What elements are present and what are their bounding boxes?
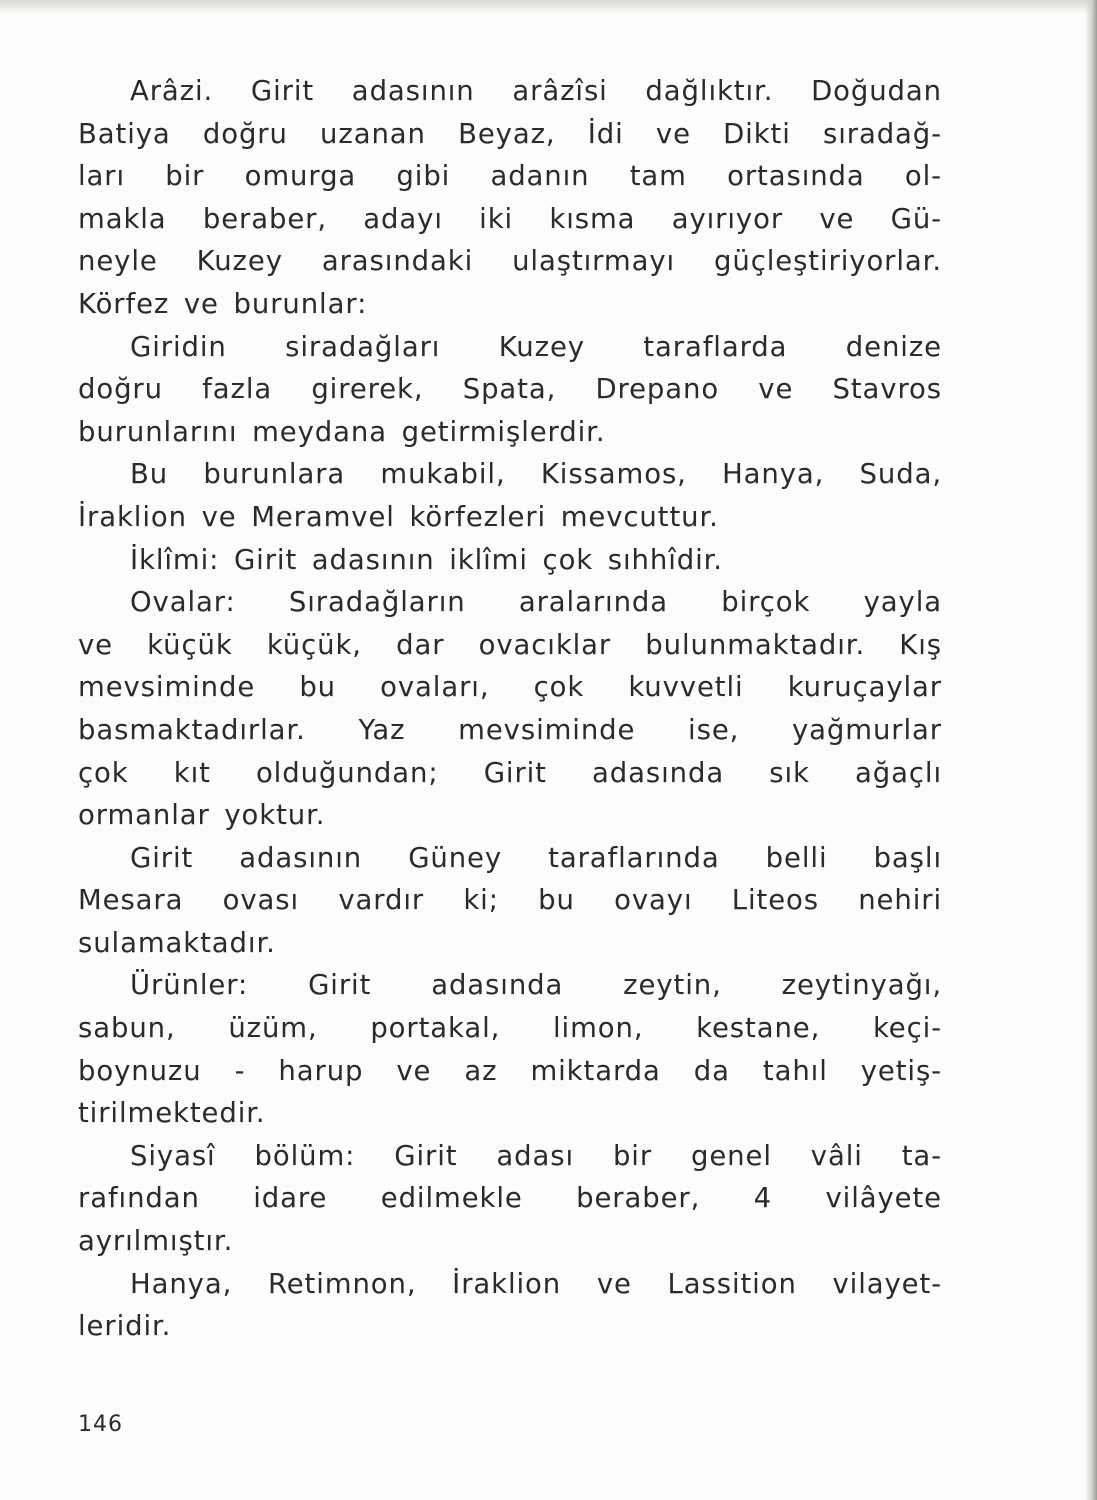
text-line: Arâzi. Girit adasının arâzîsi dağlıktır. Doğudan bbox=[130, 75, 942, 107]
text-line: makla beraber, adayı iki kısma ayırıyor ve Gü- bbox=[78, 202, 942, 235]
text-line: Mesara ovası vardır ki; bu ovayı Liteos nehiri bbox=[78, 884, 942, 917]
page-right-edge bbox=[1085, 0, 1097, 1500]
text-line: Hanya, Retimnon, İraklion ve Lassition vilayet- bbox=[130, 1267, 942, 1300]
text-line: basmaktadırlar. Yaz mevsiminde ise, yağmurlar bbox=[78, 713, 942, 746]
text-line: ormanlar yoktur. bbox=[78, 799, 326, 832]
text-line: burunlarını meydana getirmişlerdir. bbox=[78, 415, 606, 448]
text-line: sabun, üzüm, portakal, limon, kestane, keçi- bbox=[78, 1012, 942, 1045]
page-text bbox=[78, 70, 942, 1348]
text-line: çok kıt olduğundan; Girit adasında sık ağaçlı bbox=[78, 756, 942, 789]
text-line: ayrılmıştır. bbox=[78, 1225, 234, 1258]
text-line: rafından idare edilmekle beraber, 4 vilâyete bbox=[78, 1182, 942, 1215]
text-line: tirilmektedir. bbox=[78, 1097, 266, 1130]
text-line: Batiya doğru uzanan Beyaz, İdi ve Dikti sıradağ- bbox=[78, 117, 942, 150]
text-line: Girit adasının Güney taraflarında belli başlı bbox=[130, 841, 942, 874]
section-heading: Körfez ve burunlar: bbox=[78, 287, 368, 320]
text-line: boynuzu - harup ve az miktarda da tahıl yetiş- bbox=[78, 1054, 942, 1087]
page-top-shadow bbox=[0, 0, 1097, 14]
text-line: Ovalar: Sıradağların aralarında birçok yayla bbox=[130, 586, 942, 619]
text-line: Siyasî bölüm: Girit adası bir genel vâli ta- bbox=[130, 1139, 942, 1172]
text-line: neyle Kuzey arasındaki ulaştırmayı güçleştiriyorlar. bbox=[78, 245, 942, 278]
text-line: Giridin siradağları Kuzey taraflarda denize bbox=[130, 330, 942, 363]
text-line: leridir. bbox=[78, 1310, 172, 1343]
text-line: ve küçük küçük, dar ovacıklar bulunmaktadır. Kış bbox=[78, 628, 942, 661]
text-line: İklîmi: Girit adasının iklîmi çok sıhhîdir. bbox=[130, 543, 723, 576]
text-line: ları bir omurga gibi adanın tam ortasında ol- bbox=[78, 160, 942, 193]
text-line: mevsiminde bu ovaları, çok kuvvetli kuruçaylar bbox=[78, 671, 942, 704]
text-line: Ürünler: Girit adasında zeytin, zeytinyağı, bbox=[130, 969, 942, 1002]
text-line: doğru fazla girerek, Spata, Drepano ve Stavros bbox=[78, 373, 942, 406]
text-line: sulamaktadır. bbox=[78, 926, 276, 959]
page-number: 146 bbox=[78, 1412, 123, 1437]
text-line: Bu burunlara mukabil, Kissamos, Hanya, Suda, bbox=[130, 458, 942, 491]
text-line: İraklion ve Meramvel körfezleri mevcuttur. bbox=[78, 500, 719, 533]
